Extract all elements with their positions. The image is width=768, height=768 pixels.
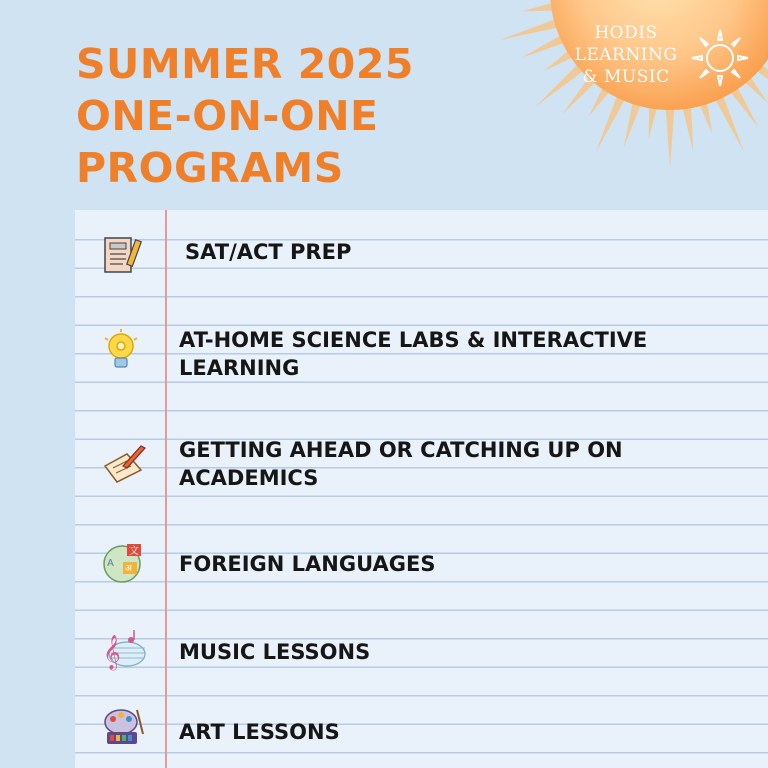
program-label: GETTING AHEAD OR CATCHING UP ON ACADEMICS [179,438,623,490]
quill-paper-icon [101,440,147,486]
title-line-3: PROGRAMS [76,144,344,192]
program-label: ART LESSONS [179,720,340,744]
test-paper-pencil-icon [101,232,147,278]
translate-globe-icon [101,540,147,586]
margin-line [165,210,167,768]
svg-text:𝄞: 𝄞 [103,635,121,670]
title-line-1: SUMMER 2025 [76,40,414,88]
brand-logo-text [566,22,686,88]
page-title [76,38,414,194]
svg-text:A: A [107,558,114,569]
sun-ray [665,100,675,168]
lightbulb-gear-icon [101,328,147,374]
program-label: AT-HOME SCIENCE LABS & INTERACTIVE LEARNING [179,328,648,380]
brand-line-2: LEARNING [574,45,678,65]
program-label: MUSIC LESSONS [179,640,371,664]
title-line-2: ONE-ON-ONE [76,92,379,140]
treble-clef-notes-icon [101,626,147,672]
brand-line-3: & MUSIC [582,67,670,87]
svg-text:文: 文 [129,546,139,557]
paint-palette-icon [101,704,147,750]
program-label: FOREIGN LANGUAGES [179,552,436,576]
brand-line-1: HODIS [594,23,658,43]
svg-text:अ: अ [125,564,132,574]
program-label: SAT/ACT PREP [185,240,352,264]
notebook-paper [75,210,768,768]
sun-icon [688,26,752,90]
